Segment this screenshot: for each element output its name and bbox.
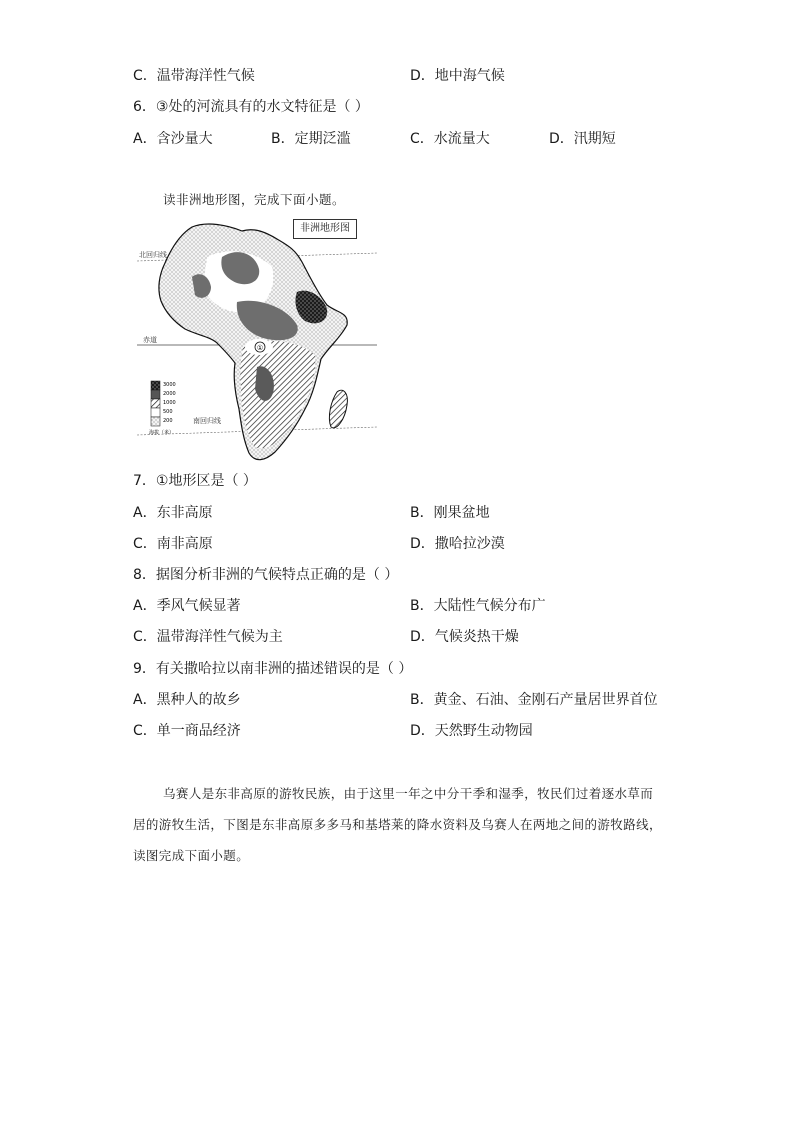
legend-level-2000: 2000 (163, 391, 176, 397)
q9-option-a[interactable]: A．黑种人的故乡 (133, 692, 241, 708)
africa-terrain-map (137, 217, 377, 467)
q7-option-b[interactable]: B．刚果盆地 (410, 505, 490, 521)
q5-option-c[interactable]: C．温带海洋性气候 (133, 68, 255, 84)
q6-stem: 6．③处的河流具有的水文特征是（ ） (133, 99, 369, 115)
map-region-marker: ① (256, 344, 264, 352)
passage-text: 乌赛人是东非高原的游牧民族，由于这里一年之中分干季和湿季，牧民们过着逐水草而居的游牧生活，下图是东非高原多多马和基塔莱的降水资料及乌赛人在两地之间的游牧路线，读图完成下面小题。 (133, 786, 662, 863)
q8-option-b[interactable]: B．大陆性气候分布广 (410, 598, 546, 614)
q7-stem: 7．①地形区是（ ） (133, 473, 257, 489)
q9-option-d[interactable]: D．天然野生动物园 (410, 723, 533, 739)
map-label-tropic-north: 北回归线 (139, 251, 167, 259)
q8-option-a[interactable]: A．季风气候显著 (133, 598, 241, 614)
legend-level-500: 500 (163, 409, 173, 415)
q9-stem: 9．有关撒哈拉以南非洲的描述错误的是（ ） (133, 661, 413, 677)
q6-option-d[interactable]: D．汛期短 (549, 131, 616, 147)
q5-option-d[interactable]: D．地中海气候 (410, 68, 505, 84)
q7-option-d[interactable]: D．撒哈拉沙漠 (410, 536, 505, 552)
map-title: 非洲地形图 (293, 219, 357, 239)
q8-option-c[interactable]: C．温带海洋性气候为主 (133, 629, 283, 645)
legend-level-200: 200 (163, 418, 173, 424)
q8-stem: 8．据图分析非洲的气候特点正确的是（ ） (133, 567, 399, 583)
map-label-equator: 赤道 (143, 336, 157, 344)
q9-option-b[interactable]: B．黄金、石油、金刚石产量居世界首位 (410, 692, 658, 708)
map-label-tropic-south: 南回归线 (193, 417, 221, 425)
q6-option-c[interactable]: C．水流量大 (410, 131, 490, 147)
map-legend (149, 381, 176, 436)
q6-option-a[interactable]: A．含沙量大 (133, 131, 213, 147)
map-intro: 读非洲地形图，完成下面小题。 (163, 192, 346, 207)
q6-option-b[interactable]: B．定期泛滥 (271, 131, 351, 147)
legend-level-3000: 3000 (163, 382, 176, 388)
q7-option-c[interactable]: C．南非高原 (133, 536, 213, 552)
q7-option-a[interactable]: A．东非高原 (133, 505, 213, 521)
legend-unit: 海拔（米） (149, 430, 175, 436)
q8-option-d[interactable]: D．气候炎热干燥 (410, 629, 519, 645)
legend-level-1000: 1000 (163, 400, 176, 406)
q9-option-c[interactable]: C．单一商品经济 (133, 723, 241, 739)
